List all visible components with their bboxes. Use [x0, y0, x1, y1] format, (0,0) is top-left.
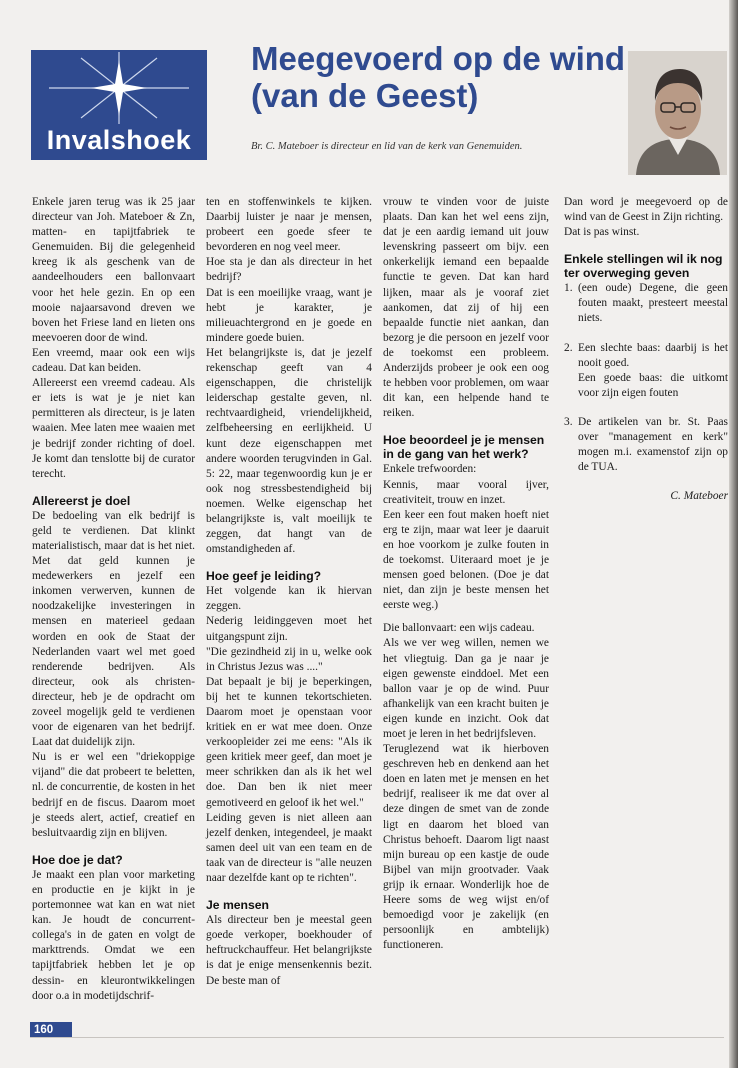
- list-number: 3.: [564, 415, 573, 428]
- paragraph: Nederig leidinggeven moet het uitgangspunt zijn.: [206, 615, 372, 643]
- paragraph: Als directeur ben je meestal geen goede verkoper, boekhouder of heftruckchauffeur. Het belangrijkste is dat je enige mensenkennis bezit. De beste man of: [206, 914, 372, 987]
- author-byline: Br. C. Mateboer is directeur en lid van de kerk van Genemuiden.: [251, 141, 523, 152]
- paragraph: Leiding geven is niet alleen aan jezelf denken, integendeel, je maakt samen deel uit van een team en de taak van de directeur is "alle neuzen naar dezelfde kant op te richten".: [206, 811, 372, 885]
- statements-list: [564, 281, 728, 475]
- list-number: 1.: [564, 282, 573, 295]
- list-item: [564, 281, 728, 326]
- paragraph: Allereerst een vreemd cadeau. Als er iets is wat je je niet kan permitteren als directeur, is je laten waaien. Mee laten mee waaien met je bedrijf zonder richting of doel. Je komt dan tenslotte bij de curator terecht.: [32, 377, 195, 480]
- paragraph: De bedoeling van elk bedrijf is geld te verdienen. Dat klinkt materialistisch, maar dat is het niet. Met dat geld kunnen je medewerkers en jezelf een inkomen verwerven, kunnen de noodzakelijke investeringen in mensen en materieel gedaan worden en ook de Staat der Nederlanden vaart wel met goed renderende bedrijven. Als directeur, ook als christen-directeur, heb je de opdracht om zoveel mogelijk geld te verdienen voor de eigenaren van het bedrijf. Laat dat duidelijk zijn.: [32, 509, 195, 749]
- paragraph: Nu is er wel een "driekoppige vijand" die dat probeert te beletten, nl. de concurrentie, de kosten in het bedrijf en de fiscus. Daarom moet je steeds alert, actief, creatief en besluitvaardig zijn en blijven.: [32, 751, 195, 839]
- paragraph: Dat bepaalt je bij je beperkingen, bij het te kunnen tekortschieten. Daarom moet je openstaan voor kritiek en er wat mee doen. Onze verkoopleider zei me eens: "Als ik geen kritiek meer geef, dan moet je meer schrikken dan als ik het wel doe. Dan ben ik niet meer gemotiveerd en geloof ik het wel.": [206, 675, 372, 809]
- subheading: Enkele stellingen wil ik nog ter overweging geven: [564, 252, 723, 281]
- paragraph: Als we ver weg willen, nemen we het vliegtuig. Dan ga je naar je eigen gewenste einddoel. Met een ballon vaar je op de wind. Puur afhankelijk van een kracht buiten je eigen kunde en inzicht. Ook dat moet je leren in het bedrijfsleven.: [383, 637, 549, 740]
- paragraph: vrouw te vinden voor de juiste plaats. Dan kan het wel eens zijn, dat je een aardig iemand uit jouw levenskring passeert om bijv. een onkerkelijk iemand een bepaalde functie te geven. Dat kan hard lijken, maar als je vooraf ziet aankomen, dat zij of hij een bepaalde functie niet aankan, dan bezorg je die persoon en jezelf voor de toekomst een probleem. Anderzijds probeer je ook een oog te hebben voor problemen, om waar dit kan, een helpende hand te reiken.: [383, 196, 549, 420]
- paragraph: Enkele trefwoorden:: [383, 463, 477, 476]
- list-text: (een oude) Degene, die geen fouten maakt, presteert meestal niets.: [578, 282, 728, 325]
- section-logo: [31, 50, 207, 160]
- list-item: [564, 341, 728, 401]
- list-text: De artikelen van br. St. Paas over "management en kerk" mogen m.i. examenstof zijn op de TUA.: [578, 415, 728, 474]
- column-1: [32, 195, 195, 1004]
- paragraph: Het belangrijkste is, dat je jezelf rekenschap geeft van 4 eigenschappen, die christelijk leiderschap gestalte geven, nl. rechtvaardigheid, vriendelijkheid, zelfbeheersing en eerlijkheid. U kunt deze eigenschappen met andere woorden terugvinden in Gal. 5: 22, maar tegenwoordig kun je er ook nog stressbestendigheid bij noemen. Welke eigenschap het belangrijkste is, valt moeilijk te zeggen, dat hangt van de omstandigheden af.: [206, 346, 372, 556]
- column-3: [383, 195, 549, 953]
- paragraph: Kennis, maar vooral ijver, creativiteit, trouw en inzet.: [383, 478, 549, 506]
- list-item: [564, 415, 728, 475]
- quote: "Die gezindheid zij in u, welke ook in Christus Jezus was ....": [206, 645, 372, 673]
- page-edge-shadow: [729, 0, 738, 1068]
- column-4: [564, 195, 728, 504]
- list-text: Een slechte baas: daarbij is het nooit goed.: [578, 341, 728, 369]
- paragraph: ten en stoffenwinkels te kijken. Daarbij luister je naar je mensen, probeert een goede sfeer te bevorderen en nog veel meer.: [206, 196, 372, 254]
- paragraph: Enkele jaren terug was ik 25 jaar directeur van Joh. Mateboer & Zn, matten- en tapijtfabriek te Genemuiden. Bij die gelegenheid kreeg ik als geschenk van de aandeelhouders een ballonvaart voor het hele gezin. En op een mooie najaarsavond dreven we boven het Friese land en lieten ons meevoeren door de wind.: [32, 196, 195, 344]
- paragraph: Een vreemd, maar ook een wijs cadeau. Dat kan beiden.: [32, 346, 195, 375]
- signature: C. Mateboer: [670, 490, 728, 503]
- subheading: Hoe beoordeel je je mensen in de gang van het werk?: [383, 433, 545, 462]
- subheading: Je mensen: [206, 898, 270, 913]
- paragraph: Teruglezend wat ik hierboven geschreven heb en denkend aan het doen en laten met je mensen en het bedrijf, realiseer ik me dat over al deze dingen de smet van de zonde ligt en daarom het bloed van Christus behoeft. Daarom ligt naast mijn bureau op een kastje de oude Bijbel van mijn grootvader. Vaak grijp ik ernaar. Wonderlijk hoe de Heere soms de weg wijst en/of bemoedigd voor je zakelijk (en persoonlijk en ambtelijk) functioneren.: [383, 743, 549, 952]
- paragraph: Dat is een moeilijke vraag, want je hebt je karakter, je milieuachtergrond en je goede en mindere goede buien.: [206, 286, 372, 344]
- paragraph: Hoe sta je dan als directeur in het bedrijf?: [206, 256, 372, 284]
- paragraph: Dan word je meegevoerd op de wind van de Geest in Zijn richting.: [564, 196, 728, 224]
- footer-rule: [30, 1037, 724, 1038]
- subheading: Hoe geef je leiding?: [206, 569, 322, 584]
- paragraph: Die ballonvaart: een wijs cadeau.: [383, 622, 535, 635]
- article-title: Meegevoerd op de wind (van de Geest): [251, 40, 626, 114]
- list-text: Een goede baas: die uitkomt voor zijn eigen fouten: [578, 371, 728, 399]
- subheading: Hoe doe je dat?: [32, 852, 123, 867]
- page-number: 160: [30, 1022, 72, 1038]
- section-label: Invalshoek: [46, 125, 192, 155]
- author-photo: [628, 51, 727, 175]
- paragraph: Een keer een fout maken hoeft niet erg te zijn, maar wat leer je daaruit en hoe voorkom je zulke fouten in de toekomst. Uiteraard moet je je mensen goed belonen. (Doe je dat niet, dan zijn je beste mensen het eerste weg.): [383, 508, 549, 612]
- subheading: Allereerst je doel: [32, 493, 131, 508]
- column-2: [206, 195, 372, 989]
- paragraph: Dat is pas winst.: [564, 226, 640, 239]
- paragraph: Het volgende kan ik hiervan zeggen.: [206, 585, 372, 613]
- list-number: 2.: [564, 341, 573, 354]
- paragraph: Je maakt een plan voor marketing en productie en je kijkt in je portemonnee wat kan en wat niet kan. Je houdt de concurrent-collega's in de gaten en volgt de markttrends. Omdat we een tapijtfabriek hebben let je op dessin- en kleurontwikkelingen door o.a in modetijdschrif-: [32, 868, 195, 1002]
